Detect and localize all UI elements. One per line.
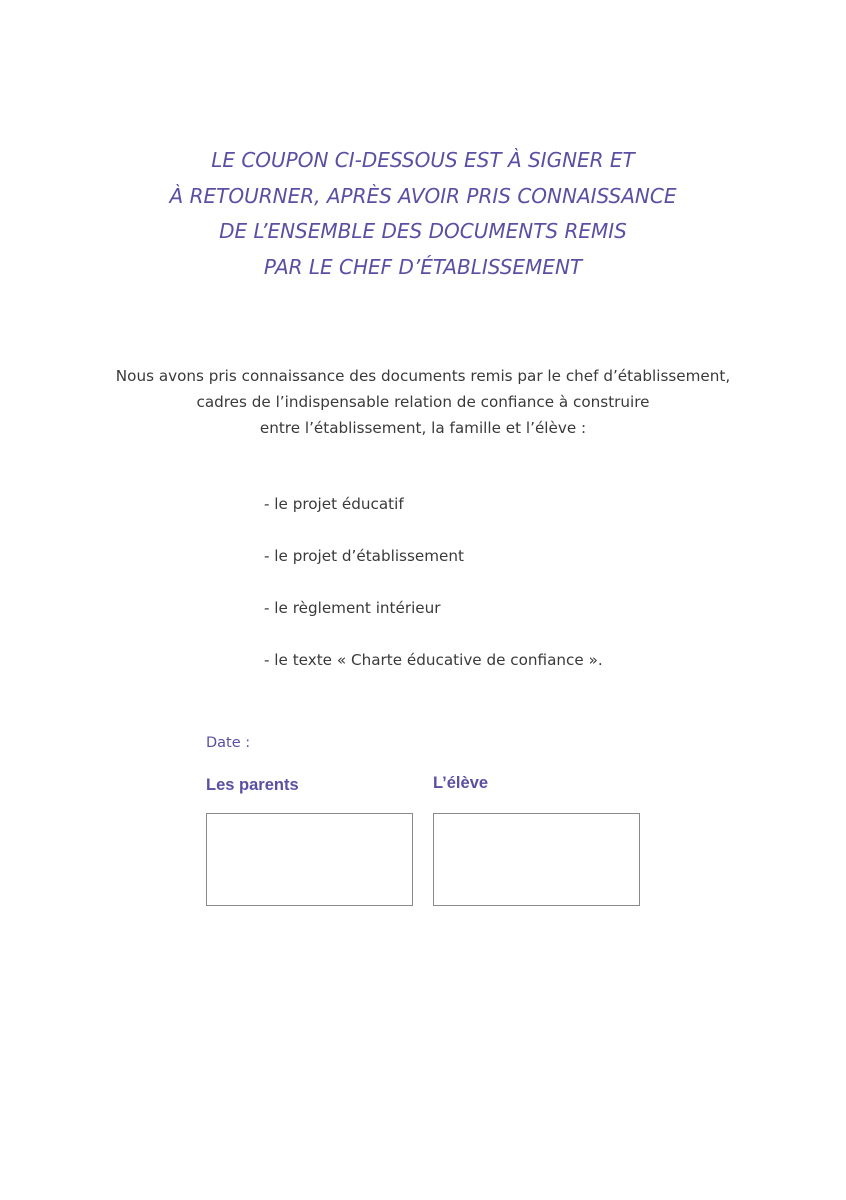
intro-line: Nous avons pris connaissance des documents remis par le chef d’établissement, — [115, 367, 731, 385]
intro-line: cadres de l’indispensable relation de confiance à construire — [196, 393, 650, 411]
documents-list — [264, 492, 603, 700]
page-title — [0, 143, 846, 285]
intro-paragraph — [0, 363, 846, 441]
title-line: À RETOURNER, APRÈS AVOIR PRIS CONNAISSANCE — [169, 183, 677, 208]
student-label: L’élève — [433, 774, 489, 792]
date-label: Date : — [206, 735, 251, 751]
student-signature-box[interactable] — [433, 813, 640, 906]
parents-signature-box[interactable] — [206, 813, 413, 906]
parents-label: Les parents — [206, 776, 299, 794]
list-item: - le texte « Charte éducative de confiance ». — [264, 651, 603, 669]
list-item: - le règlement intérieur — [264, 599, 441, 617]
title-line: PAR LE CHEF D’ÉTABLISSEMENT — [263, 254, 583, 279]
title-line: DE L’ENSEMBLE DES DOCUMENTS REMIS — [219, 219, 627, 243]
title-line: LE COUPON CI-DESSOUS EST À SIGNER ET — [211, 148, 635, 172]
list-item: - le projet d’établissement — [264, 547, 464, 565]
list-item: - le projet éducatif — [264, 495, 404, 513]
intro-line: entre l’établissement, la famille et l’élève : — [259, 419, 587, 437]
